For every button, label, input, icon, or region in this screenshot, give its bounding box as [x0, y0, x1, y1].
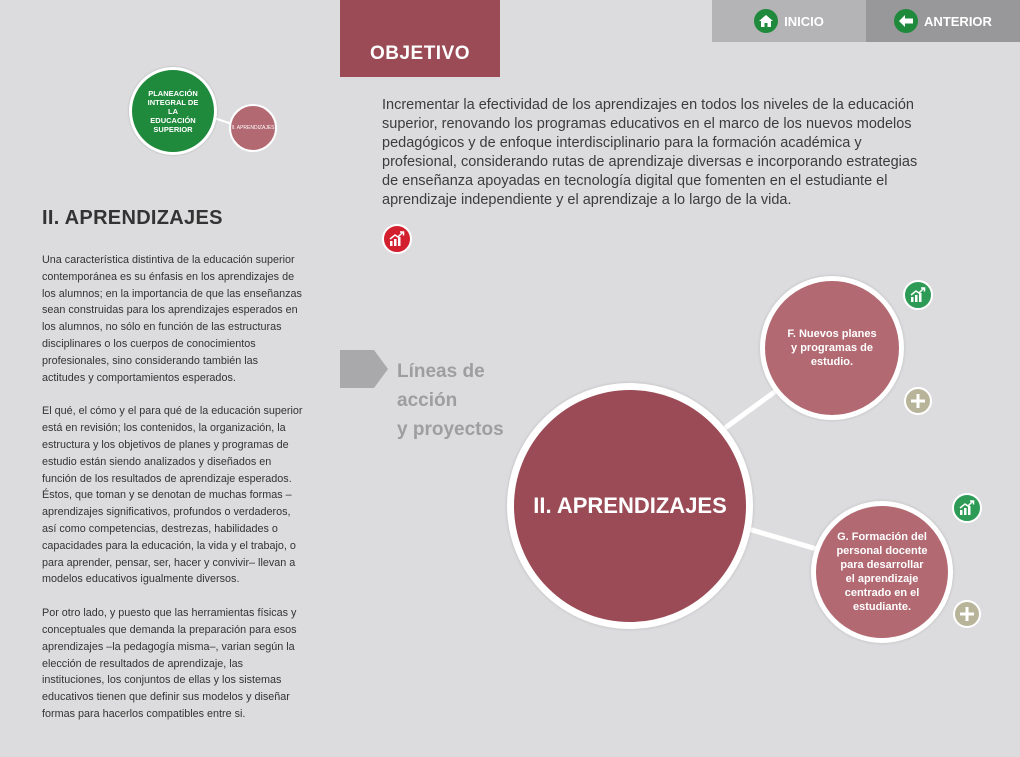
section-body — [42, 252, 304, 740]
node-g-label: G. Formación del personal docente para desarrollar el aprendizaje centrado en el estudiante. — [836, 531, 928, 613]
center-node-label: II. APRENDIZAJES — [533, 493, 727, 518]
arrow-left-icon — [894, 9, 918, 33]
node-f-label: F. Nuevos planes y programas de estudio. — [787, 328, 877, 368]
trend-chart-icon[interactable] — [952, 493, 982, 523]
home-icon — [754, 9, 778, 33]
inicio-button[interactable] — [712, 0, 866, 42]
center-node — [507, 383, 753, 629]
objetivo-title: OBJETIVO — [369, 43, 471, 64]
plus-icon[interactable] — [904, 387, 932, 415]
inicio-label: INICIO — [784, 13, 824, 29]
node-f[interactable] — [760, 276, 904, 420]
section-title: II. APRENDIZAJES — [42, 207, 223, 229]
minimap-child-label: II. APRENDIZAJES — [231, 125, 275, 131]
minimap-root-node[interactable] — [129, 67, 217, 155]
trend-chart-icon[interactable] — [903, 280, 933, 310]
plus-icon[interactable] — [953, 600, 981, 628]
paragraph: Por otro lado, y puesto que las herramientas físicas y conceptuales que demanda la preparación para esos aprendizajes –la pedagogía misma–, varian según la elección de resultados de aprendizaje, las instituciones, los conjuntos de ellas y los sistemas educativos tienen que definir sus modelos y diseñar formas para hacerlos compatibles entre si. — [42, 607, 297, 720]
lineas-arrow-icon — [340, 350, 388, 388]
lineas-label — [397, 357, 547, 444]
objetivo-tab — [340, 0, 500, 77]
minimap-root-label: PLANEACIÓN INTEGRAL DE LA EDUCACIÓN SUPERIOR — [147, 88, 199, 134]
minimap-child-node[interactable] — [229, 104, 277, 152]
paragraph: Una característica distintiva de la educación superior contemporánea es su énfasis en los aprendizajes de los alumnos; en la importancia de que las enseñanzas sean construidas para los aprendizajes esperados en los alumnos, no sólo en función de las estructuras disciplinares o los cuerpos de conocimientos profesionales, sino considerando también las actitudes y comportamientos esperados. — [42, 254, 302, 384]
lineas-line-1: Líneas de acción — [397, 361, 485, 411]
trend-chart-icon[interactable] — [382, 224, 412, 254]
anterior-label: ANTERIOR — [924, 13, 992, 29]
lineas-line-2: y proyectos — [397, 419, 504, 440]
node-g[interactable] — [811, 501, 953, 643]
paragraph: El qué, el cómo y el para qué de la educación superior está en revisión; los contenidos, la organización, la estructura y los objetivos de planes y programas de estudio están siendo analizados y diseñados en función de los resultados de aprendizaje esperados. Éstos, que toman y se denotan de muchas formas –aprendizajes significativos, profundos o verdaderos, así como competencias, destrezas, habilidades o capacidades para la educación, la vida y el trabajo, o para aprender, pensar, ser, hacer y convivir– llevan a modelos educativos igualmente diversos. — [42, 405, 303, 586]
objetivo-text: Incrementar la efectividad de los aprendizajes en todos los niveles de la educación superior, renovando los programas educativos en el marco de los nuevos modelos pedagógicos y de enfoque interdisciplinario para la formación académica y profesional, considerando rutas de aprendizaje diversas e incorporando estrategias de enseñanza apoyadas en tecnología digital que fomenten en el estudiante el aprendizaje independiente y el aprendizaje a lo largo de la vida. — [382, 97, 918, 208]
anterior-button[interactable] — [866, 0, 1020, 42]
